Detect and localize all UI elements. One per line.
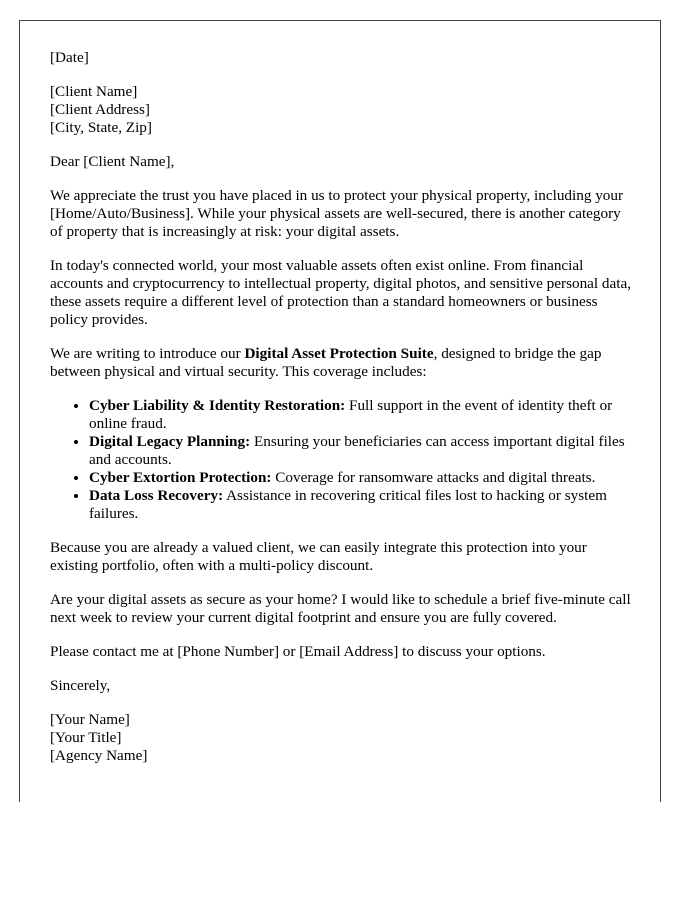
- product-name: Digital Asset Protection Suite: [244, 345, 434, 362]
- coverage-item-text: Coverage for ransomware attacks and digital threats.: [271, 469, 596, 486]
- signature-title: [Your Title]: [50, 729, 122, 746]
- coverage-item-title: Digital Legacy Planning:: [89, 433, 251, 450]
- recipient-city-state-zip: [City, State, Zip]: [50, 119, 152, 136]
- paragraph-existing-client: Because you are already a valued client, we can easily integrate this protection into your existing portfolio, often with a multi-policy discount.: [50, 539, 587, 574]
- letter-date: [Date]: [50, 49, 89, 66]
- salutation: Dear [Client Name],: [50, 153, 175, 170]
- coverage-item: [89, 487, 635, 523]
- signature-name: [Your Name]: [50, 711, 130, 728]
- closing: Sincerely,: [50, 677, 111, 694]
- letter-body: [50, 49, 635, 781]
- paragraph-call-to-action: Are your digital assets as secure as your home? I would like to schedule a brief five-minute call next week to review your current digital footprint and ensure you are fully covered.: [50, 591, 631, 626]
- coverage-item-text: Assistance in recovering critical files lost to hacking or system failures.: [89, 487, 607, 522]
- coverage-item-title: Data Loss Recovery:: [89, 487, 224, 504]
- letter-page: [19, 20, 661, 802]
- paragraph-product-intro: [50, 345, 635, 381]
- product-intro-prefix: We are writing to introduce our: [50, 345, 245, 362]
- signature-agency: [Agency Name]: [50, 747, 148, 764]
- recipient-block: [50, 83, 635, 137]
- paragraph-digital-assets: In today's connected world, your most valuable assets often exist online. From financial accounts and cryptocurrency to intellectual property, digital photos, and sensitive personal data, these assets require a different level of protection than a standard homeowners or business policy provides.: [50, 257, 632, 328]
- paragraph-intro: We appreciate the trust you have placed in us to protect your physical property, including your [Home/Auto/Business]. While your physical assets are well-secured, there is another category of property that is increasingly at risk: your digital assets.: [50, 187, 624, 240]
- signature-block: [50, 711, 635, 765]
- coverage-item: [89, 469, 635, 487]
- coverage-item-title: Cyber Extortion Protection:: [89, 469, 272, 486]
- paragraph-contact: Please contact me at [Phone Number] or [Email Address] to discuss your options.: [50, 643, 546, 660]
- coverage-item-text: Full support in the event of identity theft or online fraud.: [89, 397, 613, 432]
- coverage-list: [50, 397, 635, 523]
- coverage-item-text: Ensuring your beneficiaries can access important digital files and accounts.: [89, 433, 625, 468]
- coverage-item: [89, 397, 635, 433]
- coverage-item-title: Cyber Liability & Identity Restoration:: [89, 397, 346, 414]
- coverage-item: [89, 433, 635, 469]
- product-intro-suffix: , designed to bridge the gap between physical and virtual security. This coverage includes:: [50, 345, 602, 380]
- recipient-address: [Client Address]: [50, 101, 150, 118]
- recipient-name: [Client Name]: [50, 83, 138, 100]
